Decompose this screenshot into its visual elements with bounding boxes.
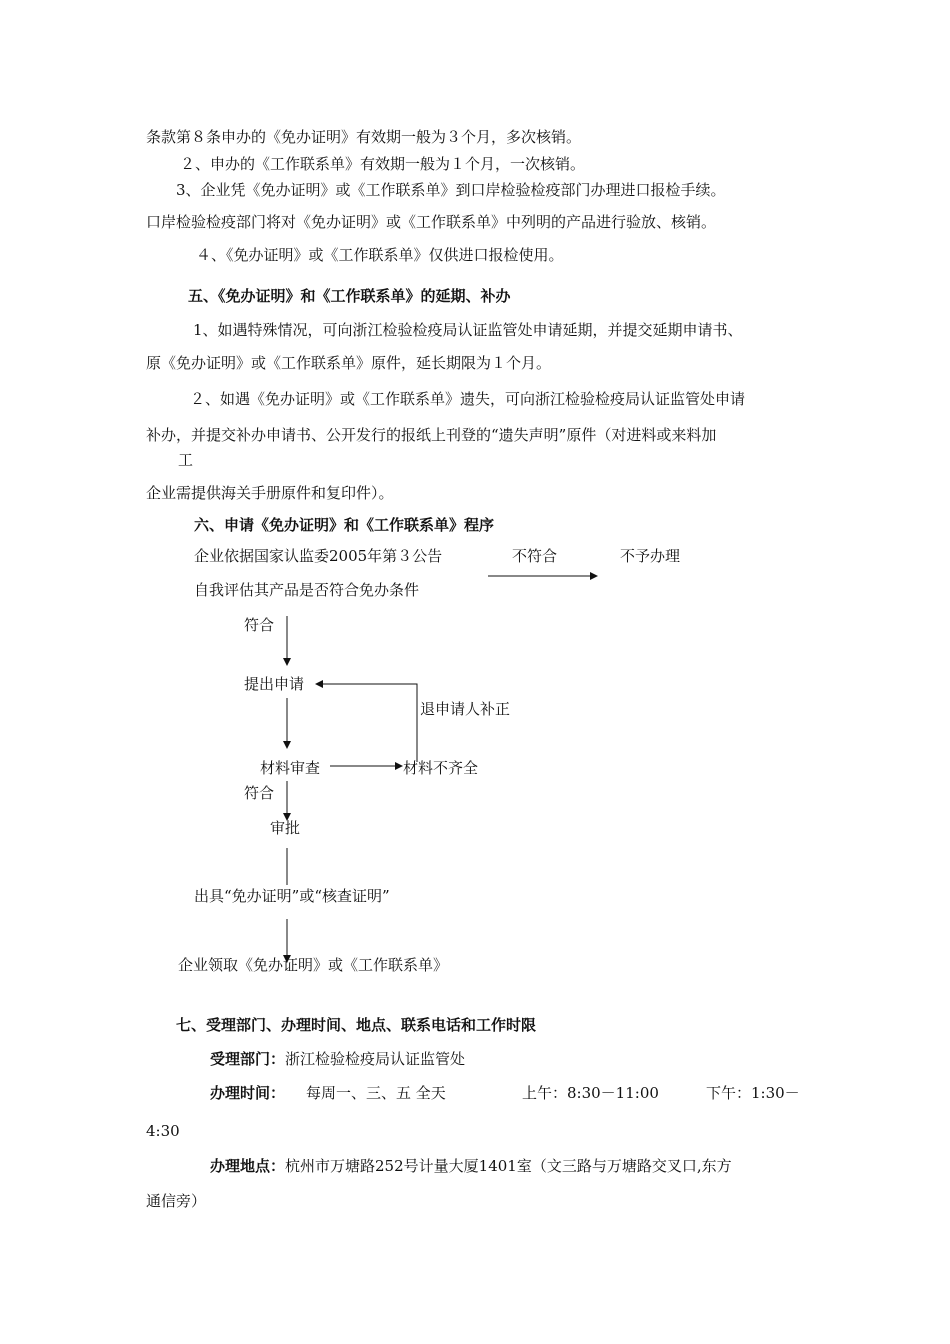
time-days: 每周一、三、五 全天 — [306, 1084, 446, 1102]
time-row — [210, 1083, 285, 1103]
paragraph-validity-exemption: 条款第８条申办的《免办证明》有效期一般为３个月，多次核销。 — [146, 128, 582, 146]
heading-section-5: 五、《免办证明》和《工作联系单》的延期、补办 — [188, 287, 511, 305]
arrow-return-to-submit — [316, 684, 417, 762]
flow-submit-node: 提出申请 — [244, 675, 305, 693]
flow-approve-node: 审批 — [270, 819, 301, 837]
address-row — [210, 1156, 732, 1176]
paragraph-import-inspection-cont: 口岸检验检疫部门将对《免办证明》或《工作联系单》中列明的产品进行验放、核销。 — [146, 213, 717, 231]
flow-incomplete-node: 材料不齐全 — [403, 759, 479, 777]
address-label: 办理地点： — [210, 1157, 286, 1175]
heading-section-7: 七、受理部门、办理时间、地点、联系电话和工作时限 — [176, 1016, 537, 1034]
flow-start-line1: 企业依据国家认监委2005年第３公告 — [194, 547, 443, 565]
flow-return-label: 退申请人补正 — [420, 700, 511, 718]
flow-review-node: 材料审查 — [260, 759, 321, 777]
paragraph-extension-cont: 原《免办证明》或《工作联系单》原件，延长期限为１个月。 — [146, 354, 552, 372]
time-afternoon-cont: 4:30 — [146, 1122, 180, 1140]
time-morning: 上午：8:30－11:00 — [522, 1084, 659, 1102]
address-value-cont: 通信旁） — [146, 1192, 207, 1210]
dept-label: 受理部门： — [210, 1050, 286, 1068]
paragraph-reissue-end: 企业需提供海关手册原件和复印件）。 — [146, 484, 394, 502]
paragraph-reissue: ２、如遇《免办证明》或《工作联系单》遗失，可向浙江检验检疫局认证监管处申请 — [190, 390, 746, 408]
flow-issue-node: 出具“免办证明”或“核查证明” — [194, 887, 390, 905]
flow-not-meet-label: 不符合 — [512, 547, 558, 565]
address-value: 杭州市万塘路252号计量大厦1401室（文三路与万塘路交叉口,东方 — [285, 1157, 732, 1175]
paragraph-reissue-cont: 补办，并提交补办申请书、公开发行的报纸上刊登的“遗失声明”原件（对进料或来料加 — [146, 426, 717, 444]
paragraph-reissue-wrap: 工 — [178, 451, 194, 469]
flow-start-line2: 自我评估其产品是否符合免办条件 — [194, 581, 420, 599]
time-label: 办理时间： — [210, 1084, 286, 1102]
flow-meet-label-2: 符合 — [244, 784, 275, 802]
time-afternoon: 下午：1:30－ — [706, 1084, 800, 1102]
heading-section-6: 六、申请《免办证明》和《工作联系单》程序 — [194, 516, 495, 534]
paragraph-validity-contact-sheet: ２、申办的《工作联系单》有效期一般为１个月，一次核销。 — [180, 155, 586, 173]
flow-reject-node: 不予办理 — [620, 547, 681, 565]
flow-meet-label-1: 符合 — [244, 616, 275, 634]
flow-collect-node: 企业领取《免办证明》或《工作联系单》 — [178, 956, 449, 974]
paragraph-usage-scope: ４、《免办证明》或《工作联系单》仅供进口报检使用。 — [196, 246, 564, 264]
dept-value: 浙江检验检疫局认证监管处 — [285, 1050, 466, 1068]
dept-row — [210, 1049, 465, 1069]
paragraph-import-inspection: 3、企业凭《免办证明》或《工作联系单》到口岸检验检疫部门办理进口报检手续。 — [176, 181, 726, 199]
paragraph-extension: 1、如遇特殊情况，可向浙江检验检疫局认证监管处申请延期，并提交延期申请书、 — [193, 321, 743, 339]
